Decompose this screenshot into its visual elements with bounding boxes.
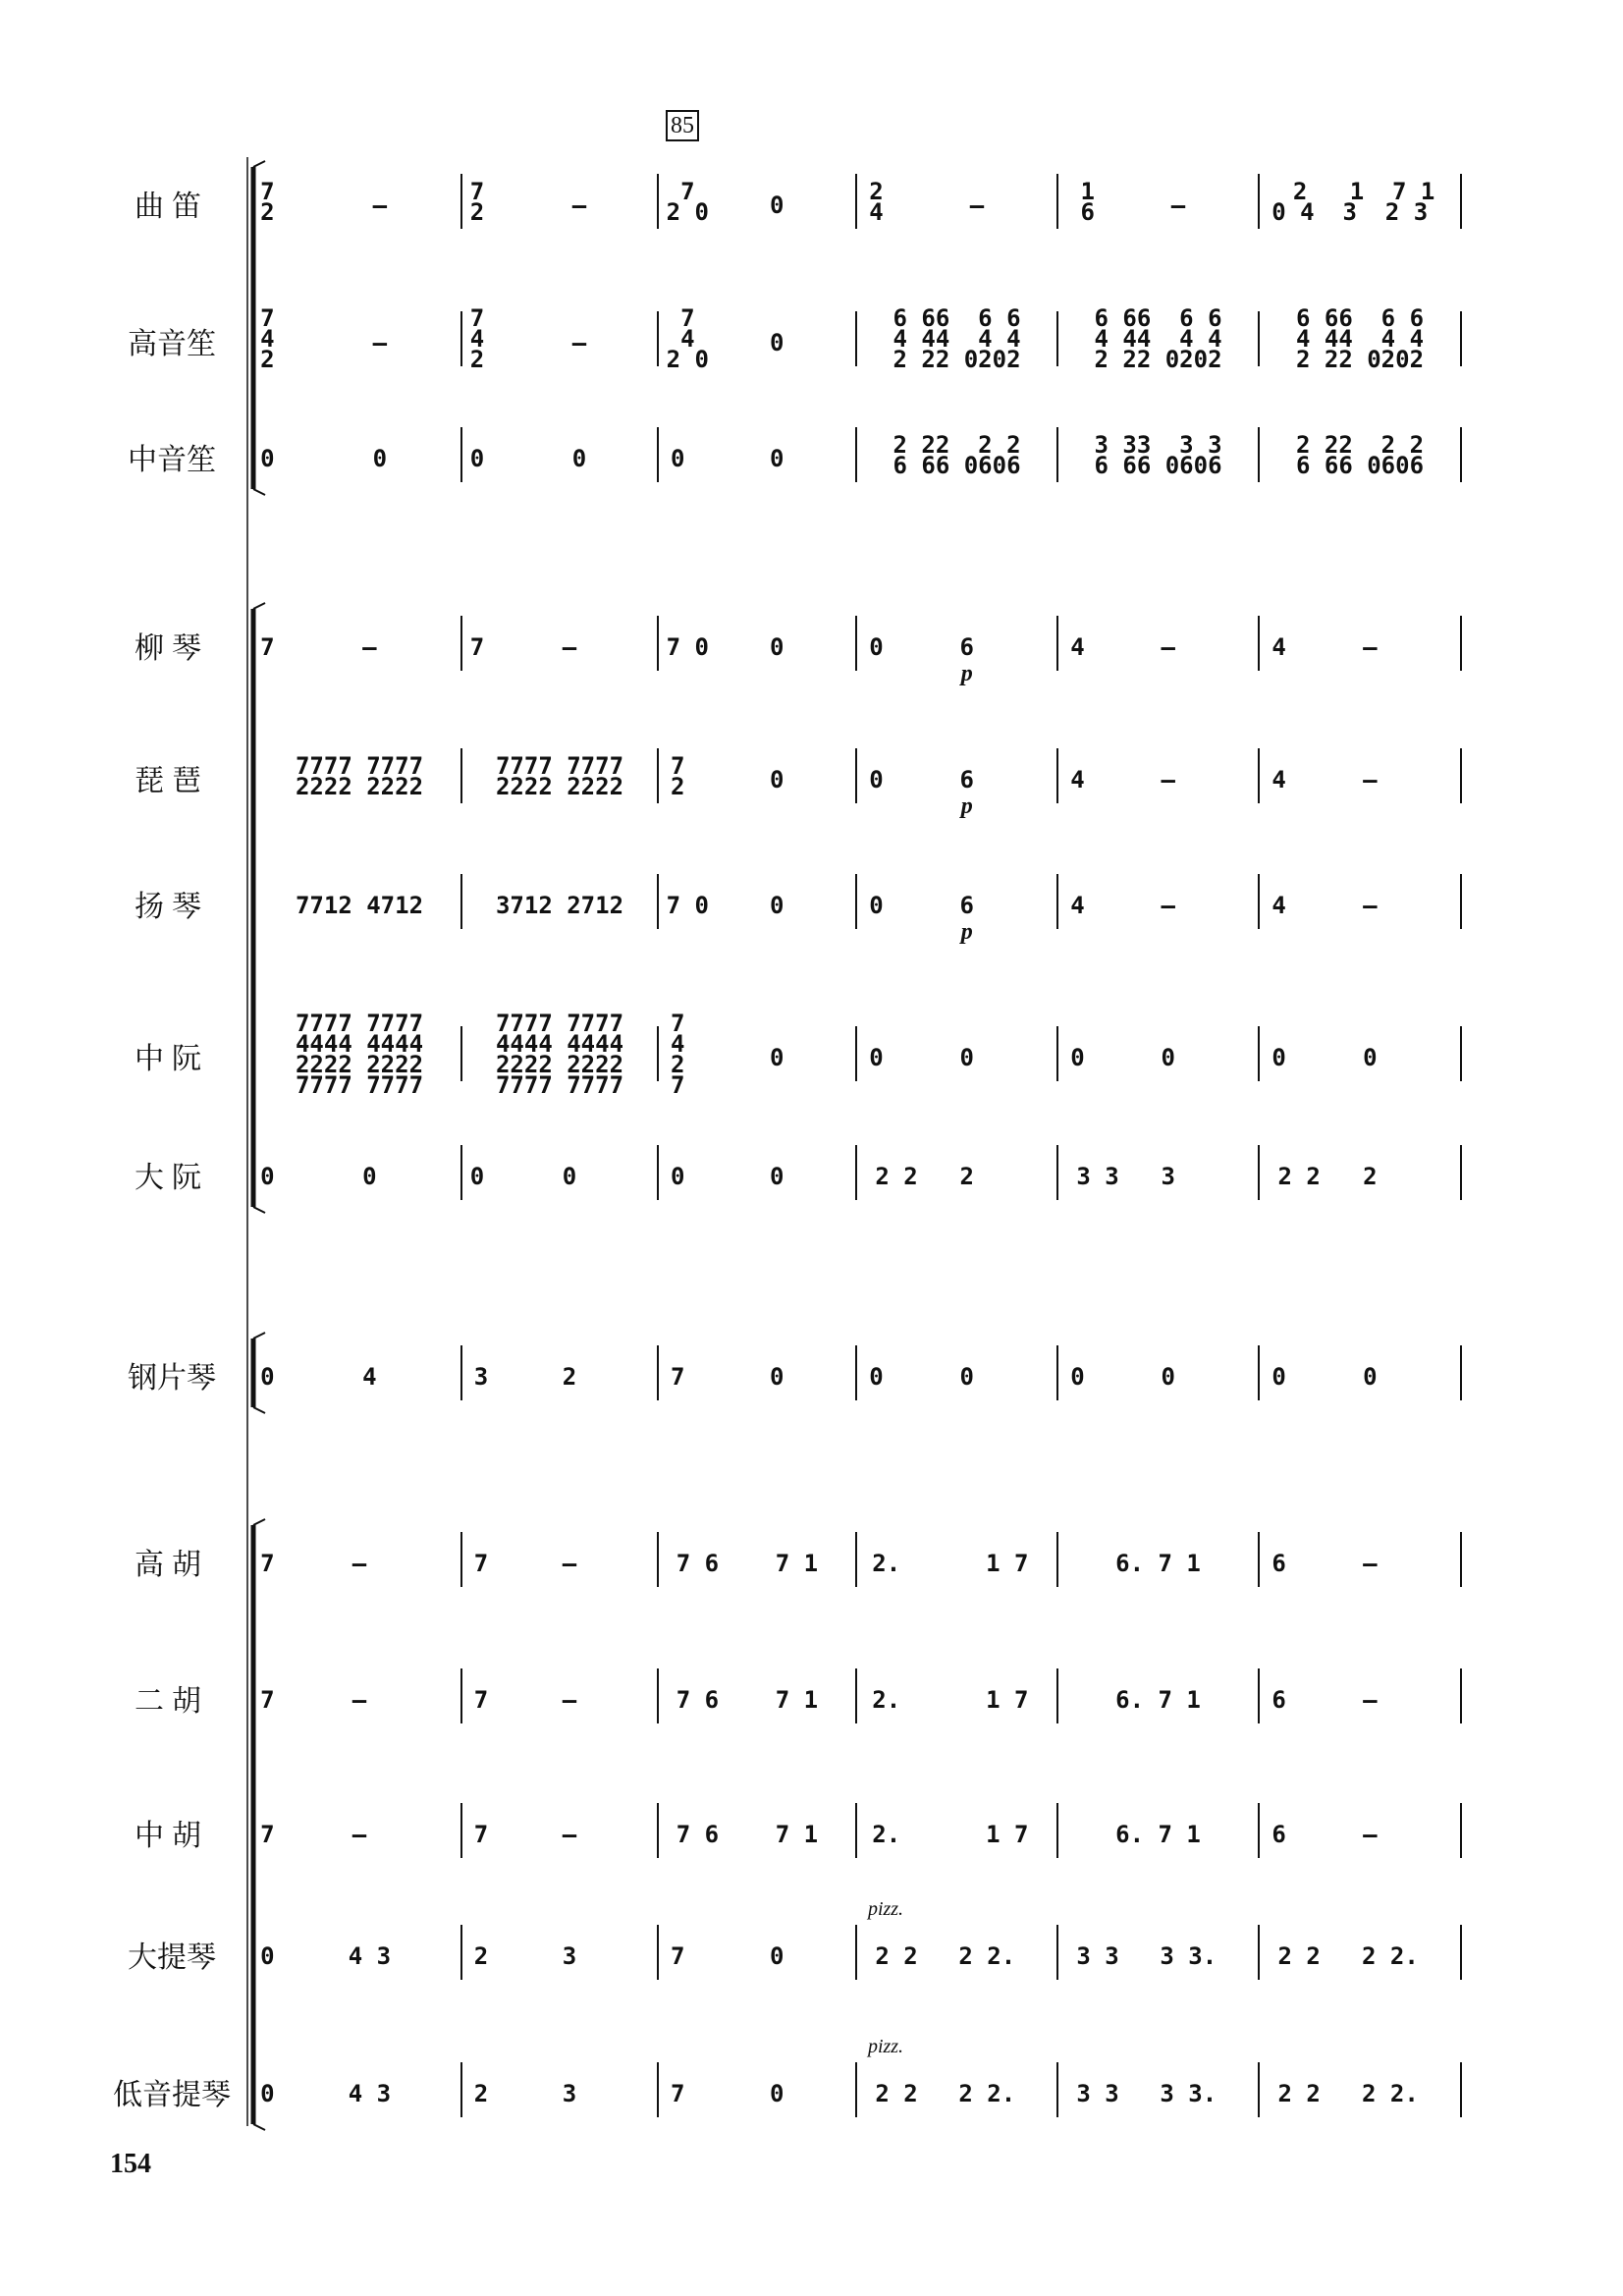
note-group: 0 xyxy=(959,1044,974,1071)
note-group: 7 xyxy=(469,633,485,661)
note-group: 2 2 xyxy=(1277,1163,1321,1190)
note-group: 1 6 xyxy=(1080,177,1095,226)
note-group: – xyxy=(372,329,388,356)
group-bracket-top xyxy=(253,161,265,167)
note-group: – xyxy=(1161,892,1175,919)
note-group: 7 xyxy=(260,1686,275,1714)
note-group: 7 xyxy=(260,633,275,661)
note-group: 4 xyxy=(1271,633,1286,661)
note-group: 7 1 xyxy=(775,1550,819,1577)
note-group: 2 2 xyxy=(1277,1942,1321,1970)
note-group: 4 3 xyxy=(348,1942,392,1970)
instrument-name: 二胡 xyxy=(135,1684,209,1719)
note-group: 0 xyxy=(769,1363,784,1391)
dynamic-mark: p xyxy=(960,919,973,945)
note-group: – xyxy=(1363,1821,1378,1848)
note-group: 7 xyxy=(473,1550,489,1577)
dynamic-mark: p xyxy=(960,793,973,819)
note-group: 0 xyxy=(469,445,485,472)
note-group: 3 3 xyxy=(1076,1163,1119,1190)
note-group: – xyxy=(562,1686,577,1714)
note-group: 2 2 xyxy=(1277,2080,1321,2107)
note-group: 3 3 xyxy=(1076,1942,1119,1970)
note-group: 0 xyxy=(769,2080,784,2107)
note-group: 7 4 2 0 xyxy=(666,304,709,373)
note-group: – xyxy=(969,191,985,219)
note-group: 3 xyxy=(1161,1163,1175,1190)
note-group: 6 66 6 6 4 44 4 4 2 22 0202 xyxy=(893,304,1021,373)
note-group: – xyxy=(1363,766,1378,793)
note-group: – xyxy=(1363,1686,1378,1714)
note-group: – xyxy=(571,191,587,219)
note-group: 0 xyxy=(769,445,784,472)
note-group: 6 66 6 6 4 44 4 4 2 22 0202 xyxy=(1295,304,1425,373)
rehearsal-mark: 85 xyxy=(666,110,699,141)
note-group: 4 xyxy=(1070,892,1085,919)
note-group: 2 2. xyxy=(958,2080,1016,2107)
note-group: 3712 2712 xyxy=(495,892,624,919)
note-group: 6 66 6 6 4 44 4 4 2 22 0202 xyxy=(1094,304,1222,373)
note-group: 7777 7777 4444 4444 2222 2222 7777 7777 xyxy=(295,1009,424,1099)
instrument-name: 曲笛 xyxy=(135,190,209,224)
note-group: – xyxy=(1363,892,1378,919)
note-group: 3 xyxy=(562,1942,577,1970)
note-group: – xyxy=(571,329,587,356)
note-group: 7 xyxy=(260,1821,275,1848)
note-group: 2 2. xyxy=(1361,2080,1419,2107)
note-group: 3 xyxy=(473,1363,489,1391)
note-group: 2 22 2 2 6 66 0606 xyxy=(893,430,1021,479)
note-group: 2 xyxy=(562,1363,577,1391)
group-bracket-bottom xyxy=(253,2124,265,2130)
note-group: 0 xyxy=(260,445,275,472)
note-group: – xyxy=(352,1821,367,1848)
instrument-name: 低音提琴 xyxy=(113,2078,231,2112)
note-group: – xyxy=(1161,766,1175,793)
instrument-name: 中阮 xyxy=(135,1042,209,1076)
note-group: 0 xyxy=(769,766,784,793)
note-group: 0 xyxy=(362,1163,377,1190)
instrument-name: 钢片琴 xyxy=(128,1361,216,1395)
note-group: 2. xyxy=(872,1550,901,1577)
note-group: 4 xyxy=(1070,766,1085,793)
note-group: 0 xyxy=(959,1363,974,1391)
note-group: 0 xyxy=(1271,1363,1286,1391)
dynamic-mark: p xyxy=(960,661,973,686)
note-group: 4 xyxy=(1271,766,1286,793)
note-group: 2 22 2 2 6 66 0606 xyxy=(1295,430,1425,479)
note-group: 3 33 3 3 6 66 0606 xyxy=(1094,430,1222,479)
note-group: 6. 7 1 xyxy=(1115,1821,1201,1848)
instrument-name: 中胡 xyxy=(135,1819,209,1853)
note-group: 7712 4712 xyxy=(295,892,424,919)
note-group: 7 2 xyxy=(670,751,685,800)
note-group: 0 xyxy=(869,892,884,919)
instrument-name: 扬琴 xyxy=(135,890,209,924)
note-group: 0 xyxy=(1363,1363,1378,1391)
note-group: 2 1 7 1 0 4 3 2 3 xyxy=(1271,177,1435,226)
note-group: 0 xyxy=(1363,1044,1378,1071)
instrument-name: 高音笙 xyxy=(128,327,216,361)
note-group: 3 3. xyxy=(1160,2080,1217,2107)
note-group: 7 1 xyxy=(775,1686,819,1714)
note-group: 0 xyxy=(260,2080,275,2107)
pizz-label: pizz. xyxy=(867,2036,904,2057)
instrument-name: 大提琴 xyxy=(128,1941,216,1975)
note-group: 6 xyxy=(959,766,974,793)
note-group: 0 xyxy=(1161,1363,1175,1391)
note-group: 0 xyxy=(869,633,884,661)
note-group: 6 xyxy=(1271,1686,1286,1714)
note-group: 7 xyxy=(260,1550,275,1577)
note-group: – xyxy=(1170,191,1186,219)
instrument-name: 柳琴 xyxy=(135,631,209,666)
note-group: 2. xyxy=(872,1821,901,1848)
note-group: 7 xyxy=(670,1363,685,1391)
note-group: 0 xyxy=(670,445,685,472)
note-group: 6 xyxy=(1271,1821,1286,1848)
instrument-name: 琵琶 xyxy=(135,764,209,798)
note-group: 0 xyxy=(670,1163,685,1190)
note-group: 0 xyxy=(769,329,784,356)
note-group: 2 xyxy=(1363,1163,1378,1190)
note-group: 3 xyxy=(562,2080,577,2107)
note-group: 2 xyxy=(959,1163,974,1190)
note-group: 7 6 xyxy=(676,1686,720,1714)
note-group: – xyxy=(352,1550,367,1577)
note-group: 0 xyxy=(469,1163,485,1190)
note-group: 0 xyxy=(769,1942,784,1970)
note-group: 6 xyxy=(959,633,974,661)
note-group: 2 2 xyxy=(875,1942,918,1970)
note-group: 7 xyxy=(670,2080,685,2107)
note-group: – xyxy=(1161,633,1175,661)
note-group: 0 xyxy=(372,445,388,472)
note-group: 7 6 xyxy=(676,1550,720,1577)
note-group: 0 xyxy=(562,1163,577,1190)
note-group: 6. 7 1 xyxy=(1115,1686,1201,1714)
group-bracket-bottom xyxy=(253,489,265,495)
note-group: 2 xyxy=(473,1942,489,1970)
note-group: 7 4 2 7 xyxy=(670,1009,685,1099)
note-group: 1 7 xyxy=(986,1686,1029,1714)
note-group: 0 xyxy=(869,1044,884,1071)
note-group: 0 xyxy=(769,1044,784,1071)
note-group: 7 6 xyxy=(676,1821,720,1848)
note-group: 4 xyxy=(362,1363,377,1391)
note-group: – xyxy=(562,633,577,661)
note-group: – xyxy=(1363,633,1378,661)
note-group: 7 2 0 xyxy=(666,177,709,226)
note-group: 7777 7777 2222 2222 xyxy=(295,751,424,800)
note-group: 7 4 2 xyxy=(260,304,275,373)
note-group: 0 xyxy=(260,1363,275,1391)
note-group: 0 xyxy=(1070,1363,1085,1391)
note-group: 0 xyxy=(260,1942,275,1970)
note-group: 6. 7 1 xyxy=(1115,1550,1201,1577)
note-group: 0 xyxy=(1271,1044,1286,1071)
note-group: 2 4 xyxy=(869,177,884,226)
note-group: 7 0 xyxy=(666,892,709,919)
note-group: 4 xyxy=(1070,633,1085,661)
group-bracket-top xyxy=(253,603,265,609)
group-bracket-top xyxy=(253,1519,265,1525)
note-group: 1 7 xyxy=(986,1821,1029,1848)
instrument-name: 大阮 xyxy=(135,1161,209,1195)
note-group: 6 xyxy=(1271,1550,1286,1577)
note-group: 0 xyxy=(769,1163,784,1190)
note-group: 0 xyxy=(769,191,784,219)
note-group: 2. xyxy=(872,1686,901,1714)
page-number: 154 xyxy=(110,2149,151,2179)
note-group: 7 xyxy=(473,1821,489,1848)
instrument-name: 高胡 xyxy=(135,1548,209,1582)
note-group: 0 xyxy=(1161,1044,1175,1071)
group-bracket-top xyxy=(253,1333,265,1339)
note-group: 7777 7777 4444 4444 2222 2222 7777 7777 xyxy=(495,1009,624,1099)
note-group: 2 2. xyxy=(1361,1942,1419,1970)
note-group: 7 2 xyxy=(469,177,485,226)
note-group: – xyxy=(1363,1550,1378,1577)
note-group: 0 xyxy=(869,766,884,793)
note-group: – xyxy=(362,633,377,661)
note-group: 4 xyxy=(1271,892,1286,919)
note-group: 7 1 xyxy=(775,1821,819,1848)
note-group: – xyxy=(562,1550,577,1577)
note-group: 2 xyxy=(473,2080,489,2107)
note-group: 0 xyxy=(769,892,784,919)
instrument-name: 中音笙 xyxy=(128,443,216,477)
note-group: 7 4 2 xyxy=(469,304,485,373)
note-group: 7777 7777 2222 2222 xyxy=(495,751,624,800)
note-group: 0 xyxy=(1070,1044,1085,1071)
note-group: 3 3 xyxy=(1076,2080,1119,2107)
note-group: 4 3 xyxy=(348,2080,392,2107)
note-group: 7 2 xyxy=(260,177,275,226)
note-group: 2 2 xyxy=(875,2080,918,2107)
group-bracket-bottom xyxy=(253,1407,265,1413)
note-group: 7 xyxy=(670,1942,685,1970)
note-group: 0 xyxy=(260,1163,275,1190)
note-group: 7 xyxy=(473,1686,489,1714)
pizz-label: pizz. xyxy=(867,1898,904,1920)
note-group: 0 xyxy=(869,1363,884,1391)
group-bracket-bottom xyxy=(253,1207,265,1213)
note-group: 2 2. xyxy=(958,1942,1016,1970)
note-group: – xyxy=(372,191,388,219)
note-group: 7 0 xyxy=(666,633,709,661)
note-group: – xyxy=(352,1686,367,1714)
note-group: – xyxy=(562,1821,577,1848)
note-group: 2 2 xyxy=(875,1163,918,1190)
note-group: 1 7 xyxy=(986,1550,1029,1577)
note-group: 6 xyxy=(959,892,974,919)
note-group: 3 3. xyxy=(1160,1942,1217,1970)
note-group: 0 xyxy=(571,445,587,472)
note-group: 0 xyxy=(769,633,784,661)
